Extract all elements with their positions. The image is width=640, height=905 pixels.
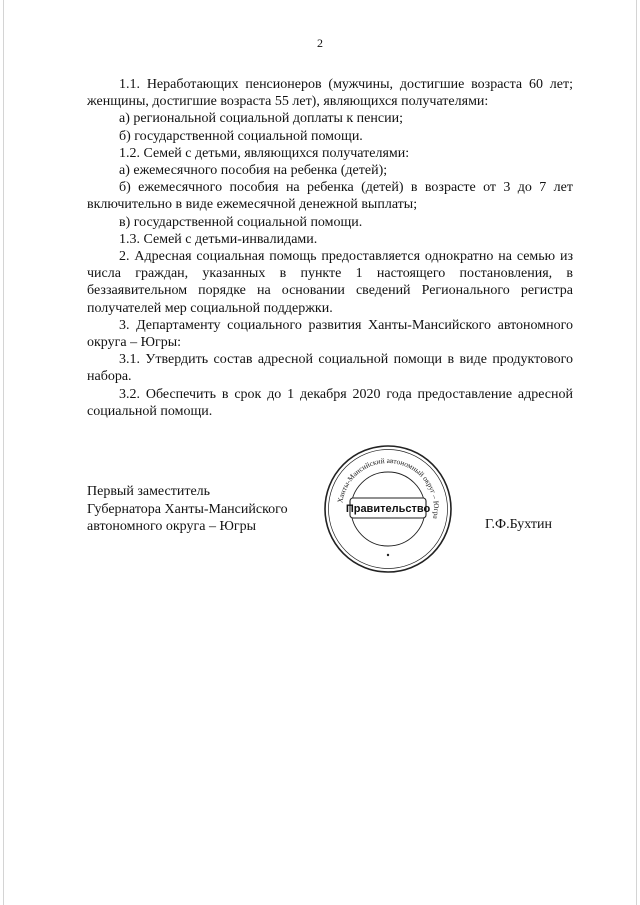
position-line-2: Губернатора Ханты-Мансийского	[87, 501, 288, 517]
paragraph-1-2-b: б) ежемесячного пособия на ребенка (детей) в возрасте от 3 до 7 лет включительно в виде ежемесячной денежной выплаты;	[87, 180, 573, 213]
paragraph-3: 3. Департаменту социального развития Ханты-Мансийского автономного округа – Югры:	[87, 317, 573, 351]
document-body	[87, 76, 573, 420]
signer-name: Г.Ф.Бухтин	[485, 517, 553, 532]
paragraph-1-2-v: в) государственной социальной помощи.	[119, 214, 363, 230]
paragraph-1-1-b: б) государственной социальной помощи.	[119, 128, 363, 144]
seal-graphic	[322, 443, 454, 575]
paragraph-3-1: 3.1. Утвердить состав адресной социальной помощи в виде продуктового набора.	[87, 352, 573, 385]
position-line-3: автономного округа – Югры	[87, 519, 256, 534]
paragraph-1-3: 1.3. Семей с детьми-инвалидами.	[119, 231, 318, 247]
left-scan-edge	[3, 0, 4, 905]
paragraph-1-2: 1.2. Семей с детьми, являющихся получателями:	[119, 145, 410, 161]
seal-center-text: Правительство	[345, 503, 431, 515]
paragraph-3-2: 3.2. Обеспечить в срок до 1 декабря 2020 года предоставление адресной социальной помощи.	[87, 386, 573, 419]
position-line-1: Первый заместитель	[87, 484, 211, 499]
right-scan-edge	[636, 0, 637, 905]
seal-dot	[387, 554, 389, 556]
paragraph-1-1: 1.1. Неработающих пенсионеров (мужчины, достигшие возраста 60 лет; женщины, достигшие возраста 55 лет), являющихся получателями:	[87, 77, 573, 110]
paragraph-1-1-a: а) региональной социальной доплаты к пенсии;	[119, 111, 403, 127]
paragraph-2: 2. Адресная социальная помощь предоставляется однократно на семью из числа граждан, указанных в пункте 1 настоящего постановления, в беззаявительном порядке на основании сведений Регионального регистра получателей мер социальной поддержки.	[87, 249, 573, 316]
seal-ring-text: Ханты-Мансийский автономный округ – Югра	[335, 455, 442, 520]
signatory-position	[87, 483, 347, 536]
official-seal	[322, 443, 454, 575]
page-number: 2	[317, 36, 323, 50]
paragraph-1-2-a: а) ежемесячного пособия на ребенка (детей);	[119, 163, 388, 179]
